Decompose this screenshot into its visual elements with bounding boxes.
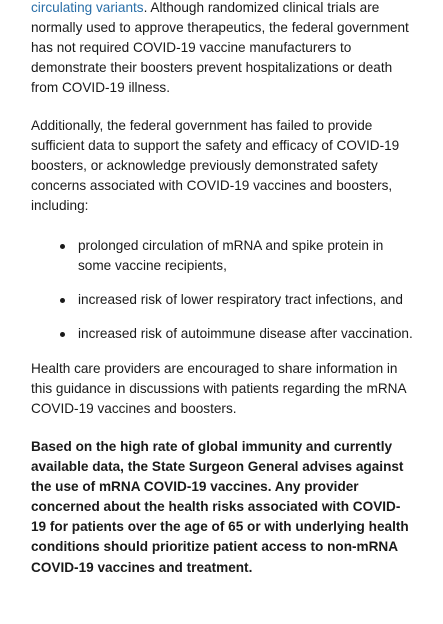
- list-item: [31, 290, 413, 310]
- list-item-text: increased risk of lower respiratory tract infections, and: [78, 292, 403, 307]
- bullet-icon: [60, 298, 65, 303]
- list-item-text: prolonged circulation of mRNA and spike protein in some vaccine recipients,: [78, 238, 384, 273]
- list-item-text: increased risk of autoimmune disease after vaccination.: [78, 326, 413, 341]
- list-item: [31, 324, 413, 344]
- paragraph-booster-trials-text: . Although randomized clinical trials are normally used to approve therapeutics, the federal government has not required COVID-19 vaccine manufacturers to demonstrate their boosters prevent hospitalizations or death from COVID-19 illness.: [31, 0, 409, 95]
- paragraph-providers-guidance: Health care providers are encouraged to share information in this guidance in discussions with patients regarding the mRNA COVID-19 vaccines and boosters.: [31, 361, 406, 416]
- circulating-variants-link[interactable]: circulating variants: [31, 0, 144, 15]
- list-item: [31, 236, 413, 276]
- bullet-icon: [60, 244, 65, 249]
- paragraph-insufficient-data: Additionally, the federal government has failed to provide sufficient data to support the safety and efficacy of COVID-19 boosters, or acknowledge previously demonstrated safety concerns associated with COVID-19 vaccines and boosters, including:: [31, 118, 400, 213]
- safety-concerns-list: [31, 236, 415, 344]
- document-body: [31, 0, 415, 578]
- paragraph-surgeon-general-advisory: Based on the high rate of global immunity and currently available data, the State Surgeon General advises against the use of mRNA COVID-19 vaccines. Any provider concerned about the health risks associated with COVID-19 for patients over the age of 65 or with underlying health conditions should prioritize patient access to non-mRNA COVID-19 vaccines and treatment.: [31, 439, 409, 575]
- paragraph-booster-trials: [31, 0, 415, 98]
- bullet-icon: [60, 332, 65, 337]
